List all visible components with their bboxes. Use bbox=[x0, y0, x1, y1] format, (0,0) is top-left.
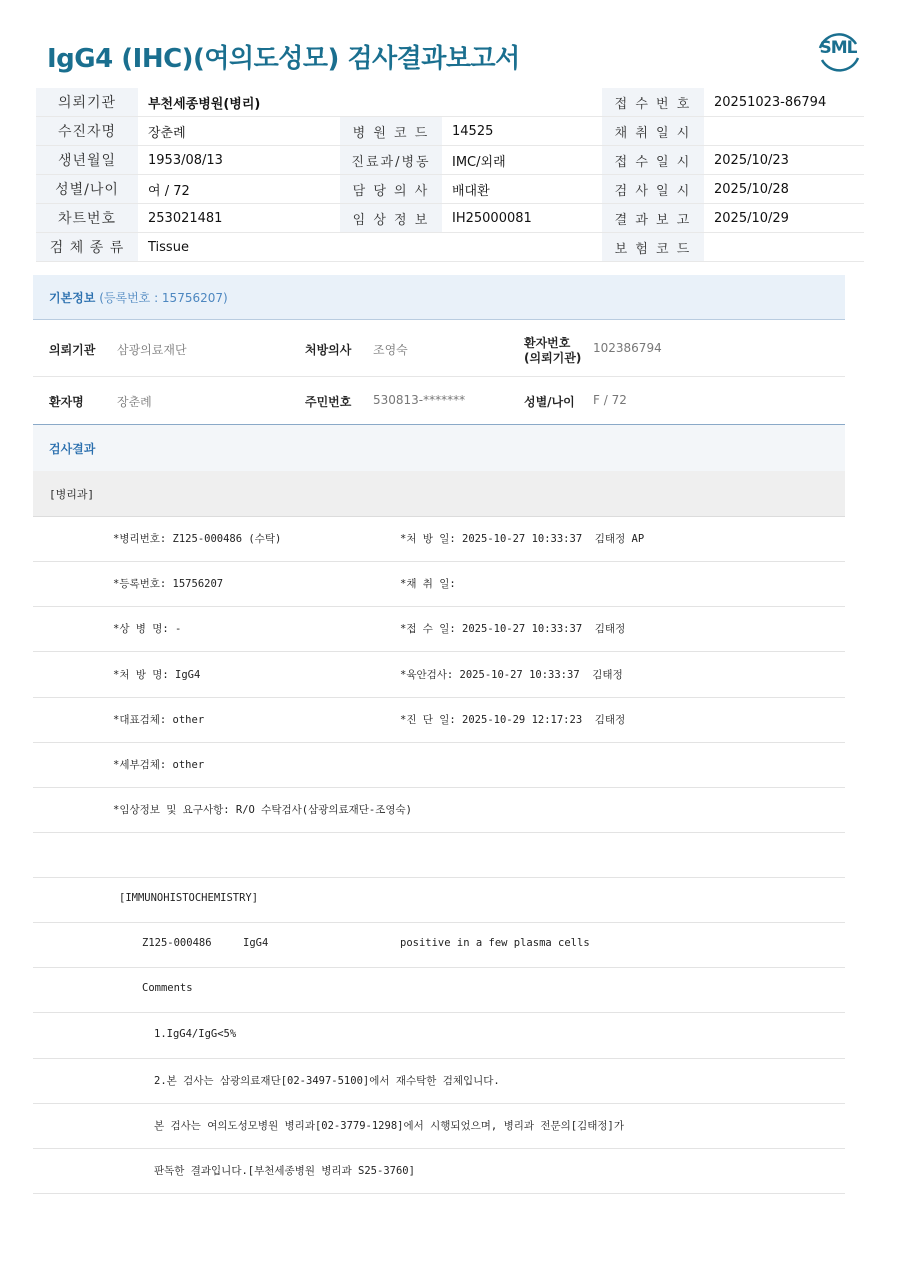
ihc-title-row bbox=[33, 877, 845, 923]
value-prescribing-doctor: 조영숙 bbox=[373, 343, 408, 357]
basic-info-row-1 bbox=[33, 320, 845, 377]
result-line-left: *임상정보 및 요구사항: R/O 수탁검사(삼광의료재단-조영숙) bbox=[113, 804, 413, 817]
header-label: 검 체 종 류 bbox=[36, 233, 138, 262]
header-label: 생년월일 bbox=[36, 146, 138, 175]
comment-3: 본 검사는 여의도성모병원 병리과[02-3779-1298]에서 시행되었으며, 병리과 전문의[김태정]가 bbox=[154, 1120, 624, 1132]
header-label: 임 상 정 보 bbox=[340, 204, 442, 233]
comment-1-row bbox=[33, 1013, 845, 1059]
label-patient-name: 환자명 bbox=[49, 395, 84, 409]
header-label: 보 험 코 드 bbox=[602, 233, 704, 262]
result-line bbox=[33, 787, 845, 833]
value-resident-number: 530813-******* bbox=[373, 393, 466, 407]
value-requesting-org: 삼광의료재단 bbox=[117, 343, 187, 357]
value-patient-number: 102386794 bbox=[593, 341, 662, 355]
header-value bbox=[442, 233, 602, 262]
header-value bbox=[704, 117, 864, 146]
header-label: 채 취 일 시 bbox=[602, 117, 704, 146]
header-value: 14525 bbox=[442, 117, 602, 146]
value-patient-name: 장춘례 bbox=[117, 395, 152, 409]
header-value: 부천세종병원(병리) bbox=[138, 88, 340, 117]
header-value: 2025/10/28 bbox=[704, 175, 864, 204]
comment-4: 판독한 결과입니다.[부천세종병원 병리과 S25-3760] bbox=[154, 1165, 415, 1177]
value-sex-age: F / 72 bbox=[593, 393, 627, 407]
result-line-left: *대표검체: other bbox=[113, 713, 205, 726]
comment-2-row bbox=[33, 1058, 845, 1104]
header-label: 접 수 번 호 bbox=[602, 88, 704, 117]
header-label: 진료과/병동 bbox=[340, 146, 442, 175]
label-patient-number: 환자번호 bbox=[524, 336, 571, 350]
header-value bbox=[704, 233, 864, 262]
result-line bbox=[33, 561, 845, 607]
ihc-pathology-number: Z125-000486 bbox=[142, 937, 212, 949]
header-value: 2025/10/29 bbox=[704, 204, 864, 233]
comment-3-row bbox=[33, 1103, 845, 1149]
label-patient-number-sub: (의뢰기관) bbox=[524, 351, 582, 365]
result-line-left: *상 병 명: - bbox=[113, 623, 182, 636]
header-row bbox=[36, 204, 864, 233]
result-line-right: *진 단 일: 2025-10-29 12:17:23 김태정 bbox=[400, 713, 626, 726]
comment-2: 2.본 검사는 삼광의료재단[02-3497-5100]에서 재수탁한 검체입니다. bbox=[154, 1075, 500, 1087]
header-label: 접 수 일 시 bbox=[602, 146, 704, 175]
logo-text: SML bbox=[819, 38, 857, 58]
patient-header-table bbox=[36, 88, 864, 262]
header-value: IMC/외래 bbox=[442, 146, 602, 175]
result-line-left: *등록번호: 15756207 bbox=[113, 578, 224, 591]
header-value: 253021481 bbox=[138, 204, 340, 233]
header-label: 차트번호 bbox=[36, 204, 138, 233]
basic-info-row-2 bbox=[33, 377, 845, 423]
header-value: 2025/10/23 bbox=[704, 146, 864, 175]
result-line bbox=[33, 516, 845, 562]
header-label: 수진자명 bbox=[36, 117, 138, 146]
comment-1: 1.IgG4/IgG<5% bbox=[154, 1028, 237, 1040]
header-label bbox=[340, 88, 442, 117]
results-title: 검사결과 bbox=[49, 442, 96, 456]
result-line-right: *육안검사: 2025-10-27 10:33:37 김태정 bbox=[400, 668, 623, 681]
header-value bbox=[442, 88, 602, 117]
comments-label: Comments bbox=[142, 982, 193, 994]
label-resident-number: 주민번호 bbox=[305, 395, 352, 409]
header-label bbox=[340, 233, 442, 262]
header-label: 결 과 보 고 bbox=[602, 204, 704, 233]
header-row bbox=[36, 88, 864, 117]
label-sex-age: 성별/나이 bbox=[524, 395, 575, 409]
result-line bbox=[33, 742, 845, 788]
header-label: 병 원 코 드 bbox=[340, 117, 442, 146]
result-line bbox=[33, 832, 845, 878]
header-row bbox=[36, 175, 864, 204]
header-label: 의뢰기관 bbox=[36, 88, 138, 117]
header-value: IH25000081 bbox=[442, 204, 602, 233]
result-line bbox=[33, 606, 845, 652]
result-line-left: *세부검체: other bbox=[113, 759, 205, 771]
header-value: 장춘례 bbox=[138, 117, 340, 146]
header-label: 검 사 일 시 bbox=[602, 175, 704, 204]
header-value: 20251023-86794 bbox=[704, 88, 864, 117]
header-value: 여 / 72 bbox=[138, 175, 340, 204]
results-header bbox=[33, 424, 845, 472]
header-value: 배대환 bbox=[442, 175, 602, 204]
comment-4-row bbox=[33, 1148, 845, 1194]
comments-row bbox=[33, 967, 845, 1013]
registration-number: (등록번호 : 15756207) bbox=[99, 291, 228, 305]
label-prescribing-doctor: 처방의사 bbox=[305, 343, 352, 357]
result-line-right: *처 방 일: 2025-10-27 10:33:37 김태정 AP bbox=[400, 533, 645, 545]
result-line bbox=[33, 697, 845, 743]
department-label: [병리과] bbox=[49, 488, 95, 501]
sml-logo bbox=[812, 30, 864, 76]
header-label: 성별/나이 bbox=[36, 175, 138, 204]
ihc-stain: IgG4 bbox=[243, 937, 269, 949]
basic-info-header bbox=[33, 275, 845, 320]
header-row bbox=[36, 117, 864, 146]
header-value: Tissue bbox=[138, 233, 340, 262]
result-line-left: *처 방 명: IgG4 bbox=[113, 668, 201, 681]
result-line-right: *채 취 일: bbox=[400, 578, 456, 591]
header-row bbox=[36, 146, 864, 175]
result-line-right: *접 수 일: 2025-10-27 10:33:37 김태정 bbox=[400, 623, 626, 636]
ihc-title: [IMMUNOHISTOCHEMISTRY] bbox=[119, 892, 259, 904]
ihc-result: positive in a few plasma cells bbox=[400, 937, 590, 949]
department-row bbox=[33, 471, 845, 517]
result-line bbox=[33, 652, 845, 698]
header-row bbox=[36, 233, 864, 262]
header-value: 1953/08/13 bbox=[138, 146, 340, 175]
result-line-left: *병리번호: Z125-000486 (수탁) bbox=[113, 533, 282, 545]
header-label: 담 당 의 사 bbox=[340, 175, 442, 204]
ihc-result-row bbox=[33, 922, 845, 968]
report-title: IgG4 (IHC)(여의도성모) 검사결과보고서 bbox=[47, 44, 520, 74]
label-requesting-org: 의뢰기관 bbox=[49, 343, 96, 357]
basic-info-title: 기본정보 bbox=[49, 291, 96, 305]
